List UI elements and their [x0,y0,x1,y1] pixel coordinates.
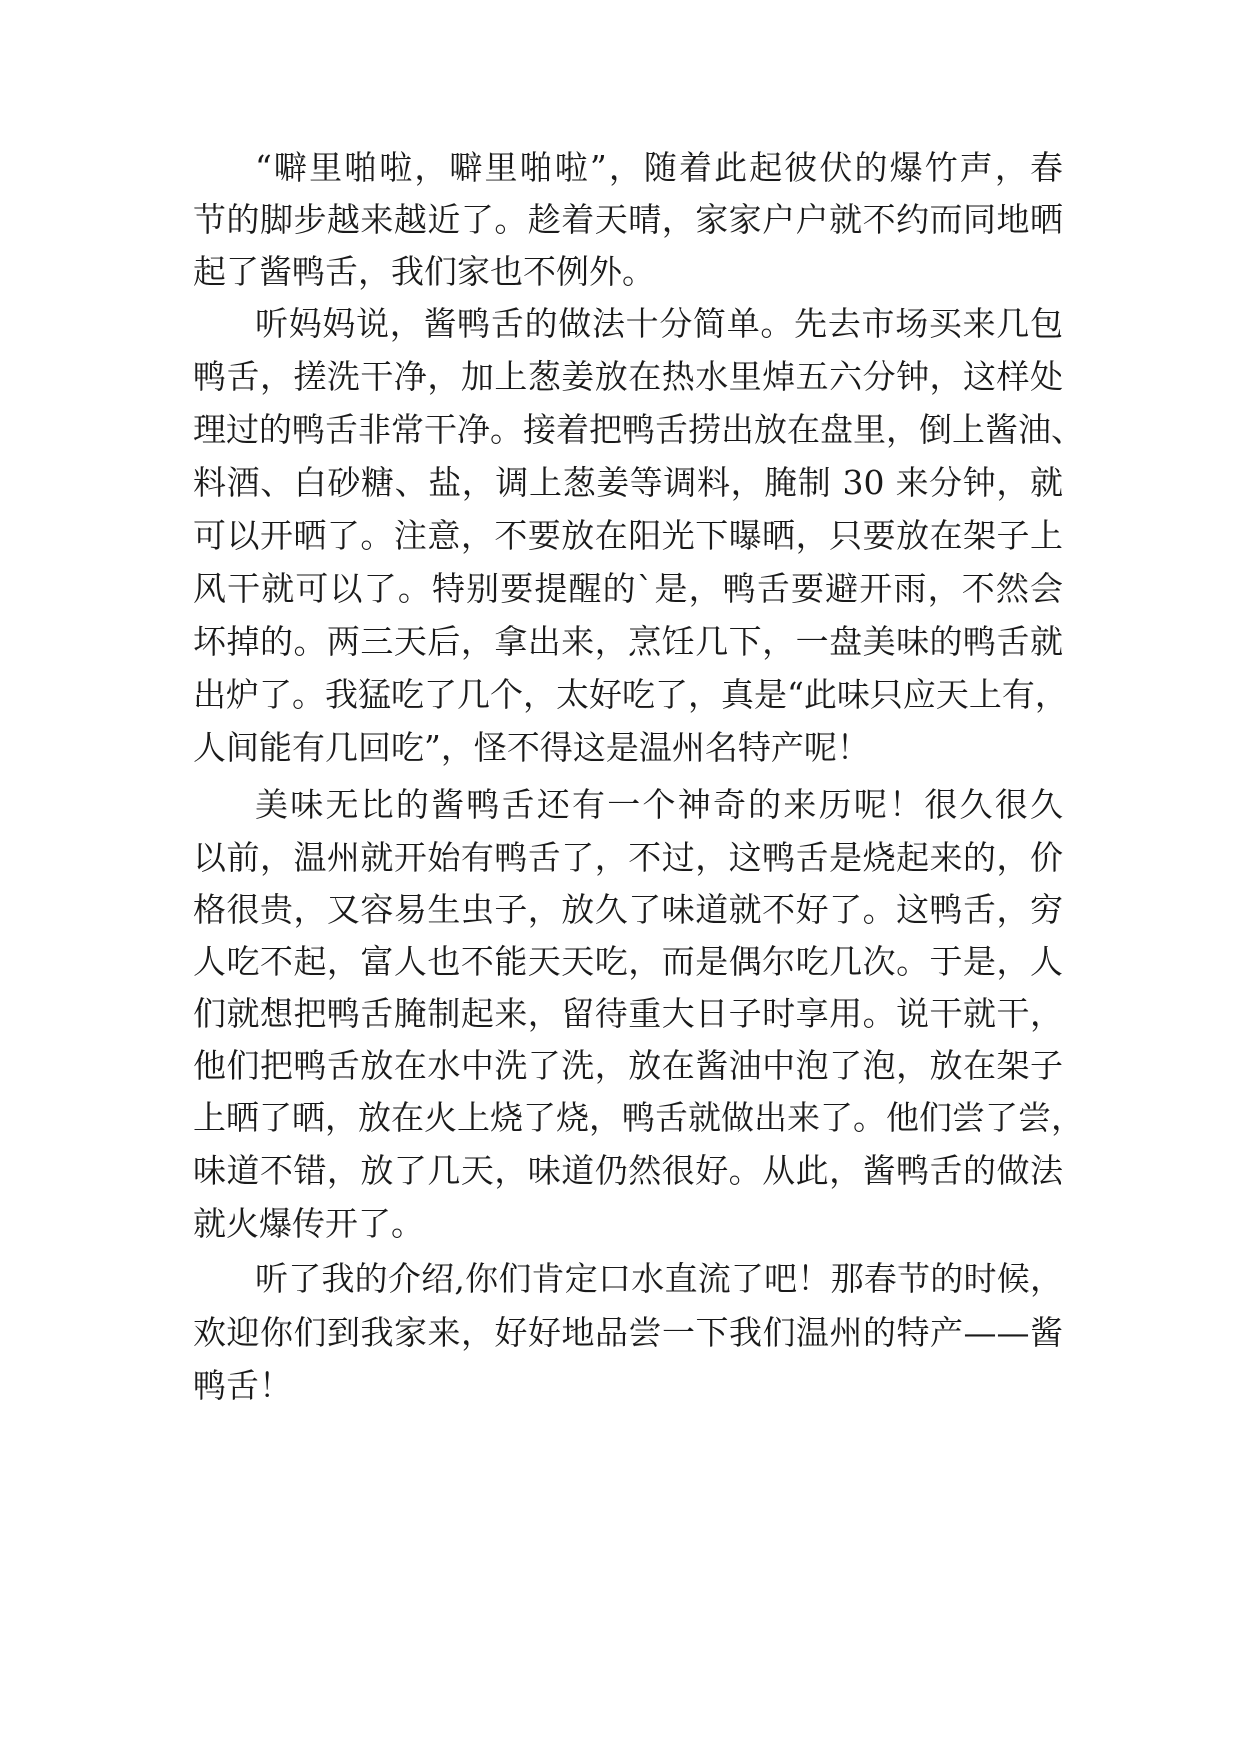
paragraph-3-line-4: 人吃不起，富人也不能天天吃，而是偶尔吃几次。于是，人 [193,942,1063,981]
paragraph-2-line-6: 风干就可以了。特别要提醒的`是，鸭舌要避开雨，不然会 [193,569,1063,608]
paragraph-2-line-3: 理过的鸭舌非常干净。接着把鸭舌捞出放在盘里，倒上酱油、 [193,410,1084,449]
paragraph-1-line-3: 起了酱鸭舌，我们家也不例外。 [193,252,655,291]
paragraph-2-line-5: 可以开晒了。注意，不要放在阳光下曝晒，只要放在架子上 [193,516,1063,555]
paragraph-2-line-4: 料酒、白砂糖、盐，调上葱姜等调料，腌制 30 来分钟，就 [193,463,1063,502]
paragraph-3-line-7: 上晒了晒，放在火上烧了烧，鸭舌就做出来了。他们尝了尝， [193,1098,1084,1137]
paragraph-4-line-2: 欢迎你们到我家来，好好地品尝一下我们温州的特产——酱 [193,1313,1063,1352]
paragraph-3-line-3: 格很贵，又容易生虫子，放久了味道就不好了。这鸭舌，穷 [193,890,1063,929]
paragraph-2-line-1: 听妈妈说，酱鸭舌的做法十分简单。先去市场买来几包 [255,304,1063,343]
paragraph-4-line-3: 鸭舌！ [193,1366,292,1405]
paragraph-3-line-5: 们就想把鸭舌腌制起来，留待重大日子时享用。说干就干， [193,994,1063,1033]
paragraph-3-line-2: 以前，温州就开始有鸭舌了，不过，这鸭舌是烧起来的，价 [193,838,1063,877]
paragraph-4-line-1: 听了我的介绍,你们肯定口水直流了吧！那春节的时候， [255,1259,1063,1298]
paragraph-3-line-1: 美味无比的酱鸭舌还有一个神奇的来历呢！很久很久 [255,785,1063,824]
paragraph-3-line-6: 他们把鸭舌放在水中洗了洗，放在酱油中泡了泡，放在架子 [193,1046,1063,1085]
paragraph-3-line-8: 味道不错，放了几天，味道仍然很好。从此，酱鸭舌的做法 [193,1151,1063,1190]
paragraph-2-line-2: 鸭舌，搓洗干净，加上葱姜放在热水里焯五六分钟，这样处 [193,357,1063,396]
paragraph-2-line-9: 人间能有几回吃”，怪不得这是温州名特产呢！ [193,728,870,767]
paragraph-3-line-9: 就火爆传开了。 [193,1204,424,1243]
paragraph-1-line-2: 节的脚步越来越近了。趁着天晴，家家户户就不约而同地晒 [193,200,1063,239]
paragraph-2-line-7: 坏掉的。两三天后，拿出来，烹饪几下，一盘美味的鸭舌就 [193,622,1063,661]
paragraph-1-line-1: “噼里啪啦，噼里啪啦”，随着此起彼伏的爆竹声，春 [255,148,1063,187]
paragraph-2-line-8: 出炉了。我猛吃了几个，太好吃了，真是“此味只应天上有， [193,675,1068,714]
